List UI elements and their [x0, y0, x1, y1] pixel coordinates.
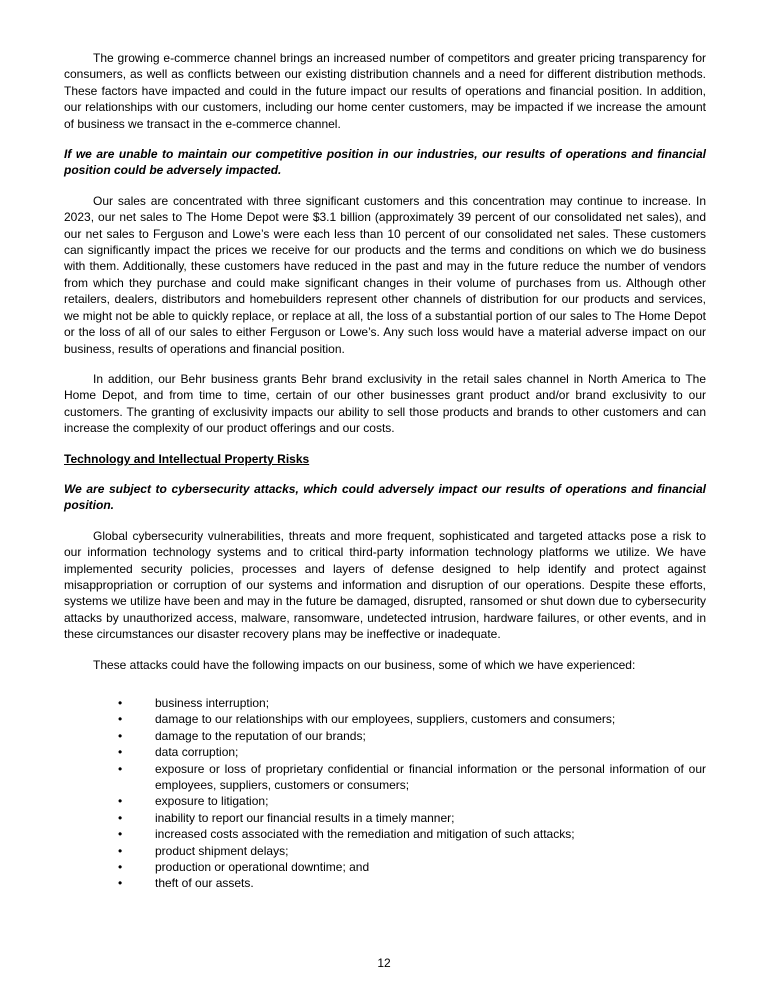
list-item-text: data corruption; [155, 745, 239, 760]
paragraph-ecommerce: The growing e-commerce channel brings an increased number of competitors and greater pricing transparency for consumers, as well as conflicts between our existing distribution channels and a need for different distribution methods. These factors have impacted and could in the future impact our results of operations and financial position. In addition, our relationships with our customers, including our home center customers, may be impacted if we increase the amount of business we transact in the e-commerce channel. [64, 51, 706, 131]
list-item [118, 728, 706, 744]
list-item-text: exposure or loss of proprietary confidential or financial information or the personal information of our employees, suppliers, customers or consumers; [155, 761, 706, 793]
list-item-text: inability to report our financial results in a timely manner; [155, 810, 455, 825]
list-item-text: damage to the reputation of our brands; [155, 728, 366, 743]
paragraph-cybersecurity: Global cybersecurity vulnerabilities, threats and more frequent, sophisticated and targeted attacks pose a risk to our information technology systems and to critical third-party information technology platforms we utilize. We have implemented security policies, processes and layers of defense designed to help identify and protect against misappropriation or corruption of our systems and information and disruption of our operations. Despite these efforts, systems we utilize have been and may in the future be damaged, disrupted, ransomed or shut down due to cybersecurity attacks by unauthorized access, malware, ransomware, undetected intrusion, hardware failures, or other events, and in these circumstances our disaster recovery plans may be ineffective or inadequate. [64, 528, 706, 642]
list-item [118, 711, 706, 727]
page-number: 12 [377, 956, 391, 970]
bullet-icon: • [118, 745, 123, 760]
paragraph-attacks-intro: These attacks could have the following impacts on our business, some of which we have experienced: [93, 657, 636, 672]
risk-heading-competitive-position: If we are unable to maintain our competitive position in our industries, our results of operations and financial position could be adversely impacted. [64, 147, 706, 178]
list-item [118, 875, 706, 891]
bullet-icon: • [118, 794, 123, 809]
bullet-icon: • [118, 712, 123, 727]
bullet-icon: • [118, 827, 123, 842]
list-item-text: production or operational downtime; and [155, 860, 370, 875]
paragraph-behr-exclusivity: In addition, our Behr business grants Behr brand exclusivity in the retail sales channel in North America to The Home Depot, and from time to time, certain of our other businesses grant product and/or brand exclusivity to our customers. The granting of exclusivity impacts our ability to sell those products and brands to other customers and can increase the complexity of our product offerings and our costs. [64, 371, 706, 436]
bullet-icon: • [118, 728, 123, 743]
list-item-text: exposure to litigation; [155, 794, 269, 809]
list-item [118, 843, 706, 859]
risk-heading-cybersecurity: We are subject to cybersecurity attacks, which could adversely impact our results of operations and financial position. [64, 481, 706, 513]
list-item-text: business interruption; [155, 696, 270, 710]
list-item-text: theft of our assets. [155, 876, 254, 891]
list-item [118, 793, 706, 809]
list-item [118, 826, 706, 842]
list-item [118, 744, 706, 760]
bullet-icon: • [118, 876, 123, 891]
list-item [118, 810, 706, 826]
bullet-icon: • [118, 810, 123, 825]
bullet-icon: • [118, 696, 123, 710]
bullet-icon: • [118, 761, 123, 776]
list-item-text: product shipment delays; [155, 843, 289, 858]
list-item [118, 695, 706, 711]
list-item [118, 859, 706, 875]
list-item [118, 761, 706, 794]
bullet-icon: • [118, 843, 123, 858]
impact-bullet-list [64, 695, 706, 892]
list-item-text: damage to our relationships with our employees, suppliers, customers and consumers; [155, 712, 616, 727]
bullet-icon: • [118, 860, 123, 875]
list-item-text: increased costs associated with the remediation and mitigation of such attacks; [155, 827, 575, 842]
paragraph-customer-concentration: Our sales are concentrated with three significant customers and this concentration may continue to increase. In 2023, our net sales to The Home Depot were $3.1 billion (approximately 39 percent of our consolidated net sales), and our net sales to Ferguson and Lowe’s were each less than 10 percent of our consolidated net sales. These customers can significantly impact the prices we receive for our products and the terms and conditions on which we do business with them. Additionally, these customers have reduced in the past and may in the future reduce the number of vendors from which they purchase and could make significant changes in their volume of purchases from us. Although other retailers, dealers, distributors and homebuilders represent other channels of distribution for our products and services, we might not be able to quickly replace, or replace at all, the loss of a substantial portion of our sales to The Home Depot or the loss of all of our sales to either Ferguson or Lowe’s. Any such loss would have a material adverse impact on our business, results of operations and financial position. [64, 193, 706, 356]
section-heading-technology-ip-risks: Technology and Intellectual Property Risks [64, 451, 310, 466]
